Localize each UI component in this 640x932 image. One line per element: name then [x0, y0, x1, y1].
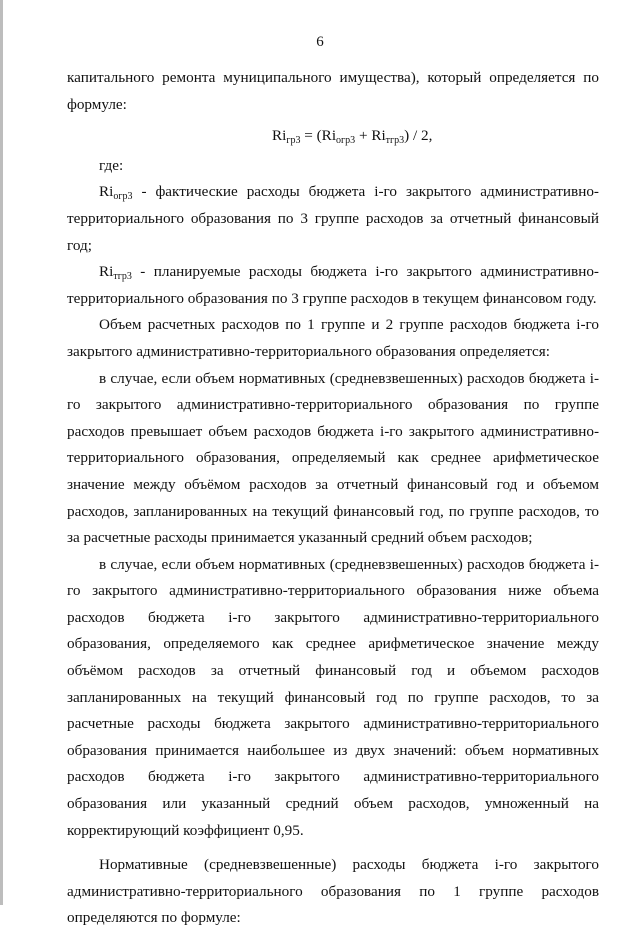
formula-lhs-sub: гр3	[286, 135, 301, 147]
formula-lhs: Ri	[272, 127, 287, 145]
formula-mid2: + Ri	[355, 127, 386, 145]
formula-sub1: огр3	[336, 135, 356, 147]
paragraph-intro: капитального ремонта муниципального имущества), который определяется по формуле:	[67, 69, 599, 113]
page-edge	[0, 0, 3, 905]
definition-2	[67, 259, 599, 312]
formula-tail: ) / 2,	[404, 127, 433, 145]
formula	[67, 123, 599, 150]
paragraph-5: Нормативные (средневзвешенные) расходы бюджета i-го закрытого административно-территориального образования по 1 группе расходов определяются по формуле:	[67, 856, 599, 927]
def1-symbol: Ri	[99, 183, 114, 201]
def2-text: - планируемые расходы бюджета i-го закрытого административно-территориального образования по 3 группе расходов в текущем финансовом году.	[67, 263, 599, 307]
def1-text: - фактические расходы бюджета i-го закрытого административно-территориального образования по 3 группе расходов за отчетный финансовый год;	[67, 183, 599, 254]
paragraph-4: в случае, если объем нормативных (средневзвешенных) расходов бюджета i-го закрытого административно-территориального образования ниже объема расходов бюджета i-го закрытого административно-территориального образования, определяемого как среднее арифметическое значение между объёмом расходов за отчетный финансовый год и объемом расходов запланированных на текущий финансовый год по группе расходов, то за расчетные расходы бюджета закрытого административно-территориального образования принимается наибольшее из двух значений: объем нормативных расходов бюджета i-го закрытого административно-территориального образования или указанный средний объем расходов, умноженный на корректирующий коэффициент 0,95.	[67, 555, 599, 839]
formula-sub2: тгр3	[385, 135, 405, 147]
paragraph-2: Объем расчетных расходов по 1 группе и 2 группе расходов бюджета i-го закрытого административно-территориального образования определяется:	[67, 316, 599, 360]
formula-mid1: = (Ri	[300, 127, 337, 145]
paragraph-3: в случае, если объем нормативных (средневзвешенных) расходов бюджета i-го закрытого административно-территориального образования по группе расходов превышает объем расходов бюджета i-го закрытого административно-территориального образования, определяемый как среднее арифметическое значение между объёмом расходов за отчетный финансовый год и объемом расходов, запланированных на текущий финансовый год, по группе расходов, то за расчетные расходы принимается указанный средний объем расходов;	[67, 369, 599, 547]
definition-1	[67, 179, 599, 259]
def1-sub: огр3	[113, 191, 133, 203]
where-label: где:	[99, 156, 124, 174]
body-text	[67, 65, 599, 932]
def2-symbol: Ri	[99, 263, 114, 281]
page-number: 6	[316, 34, 324, 50]
def2-sub: тгр3	[113, 271, 132, 283]
